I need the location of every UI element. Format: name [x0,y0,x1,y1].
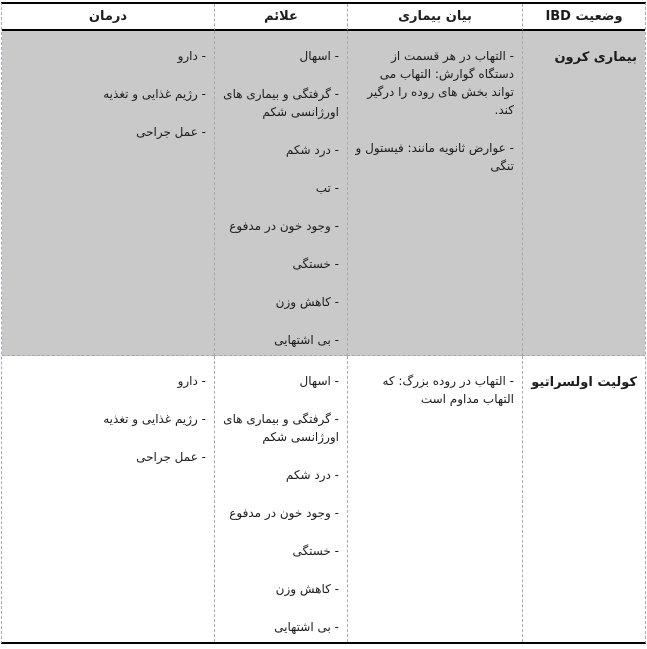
symptom-item: - وجود خون در مدفوع [229,219,339,233]
symptom-item: - گرفتگی و بیماری های اورژانسی شکم [223,87,339,119]
symptom-item: - کاهش وزن [275,582,339,596]
symptom-item: - گرفتگی و بیماری های اورژانسی شکم [223,412,339,444]
header-description: بیان بیماری [347,4,522,31]
symptom-item: - اسهال [299,49,339,63]
disease-description-cell [347,31,522,356]
symptom-item: - خستگی [292,544,339,558]
table-header-row [2,4,645,31]
symptom-item: - بی اشتهایی [274,620,339,634]
condition-name: بیماری کرون [522,31,645,356]
disease-description-cell [347,356,522,642]
symptom-item: - خستگی [292,257,339,271]
symptom-item: - کاهش وزن [275,295,339,309]
treatment-item: - رژیم غذایی و تغذیه [103,412,206,426]
header-condition: وضعیت IBD [522,4,645,31]
condition-name: کولیت اولسراتیو [522,356,645,642]
ibd-comparison-table [1,2,646,644]
header-treatment: درمان [2,4,214,31]
treatment-cell [2,356,214,642]
symptom-item: - درد شکم [285,468,339,482]
description-paragraph: - عوارض ثانویه مانند: فیستول و تنگی [355,141,514,173]
treatment-cell [2,31,214,356]
page [0,2,647,649]
treatment-item: - دارو [177,374,206,388]
symptom-item: - اسهال [299,374,339,388]
description-paragraph: - التهاب در روده بزرگ: که التهاب مداوم است [382,374,514,406]
symptom-item: - وجود خون در مدفوع [229,506,339,520]
description-paragraph: - التهاب در هر قسمت از دستگاه گوارش: التهاب می تواند بخش های روده را درگیر کند. [367,49,514,117]
symptom-item: - بی اشتهایی [274,333,339,347]
header-symptoms: علائم [214,4,347,31]
symptoms-cell [214,356,347,642]
treatment-item: - رژیم غذایی و تغذیه [103,87,206,101]
table-row-crohns [2,31,645,356]
symptoms-cell [214,31,347,356]
treatment-item: - عمل جراحی [136,450,206,464]
treatment-item: - دارو [177,49,206,63]
treatment-item: - عمل جراحی [136,125,206,139]
symptom-item: - درد شکم [285,143,339,157]
table-row-ulcerative-colitis [2,356,645,642]
symptom-item: - تب [315,181,339,195]
